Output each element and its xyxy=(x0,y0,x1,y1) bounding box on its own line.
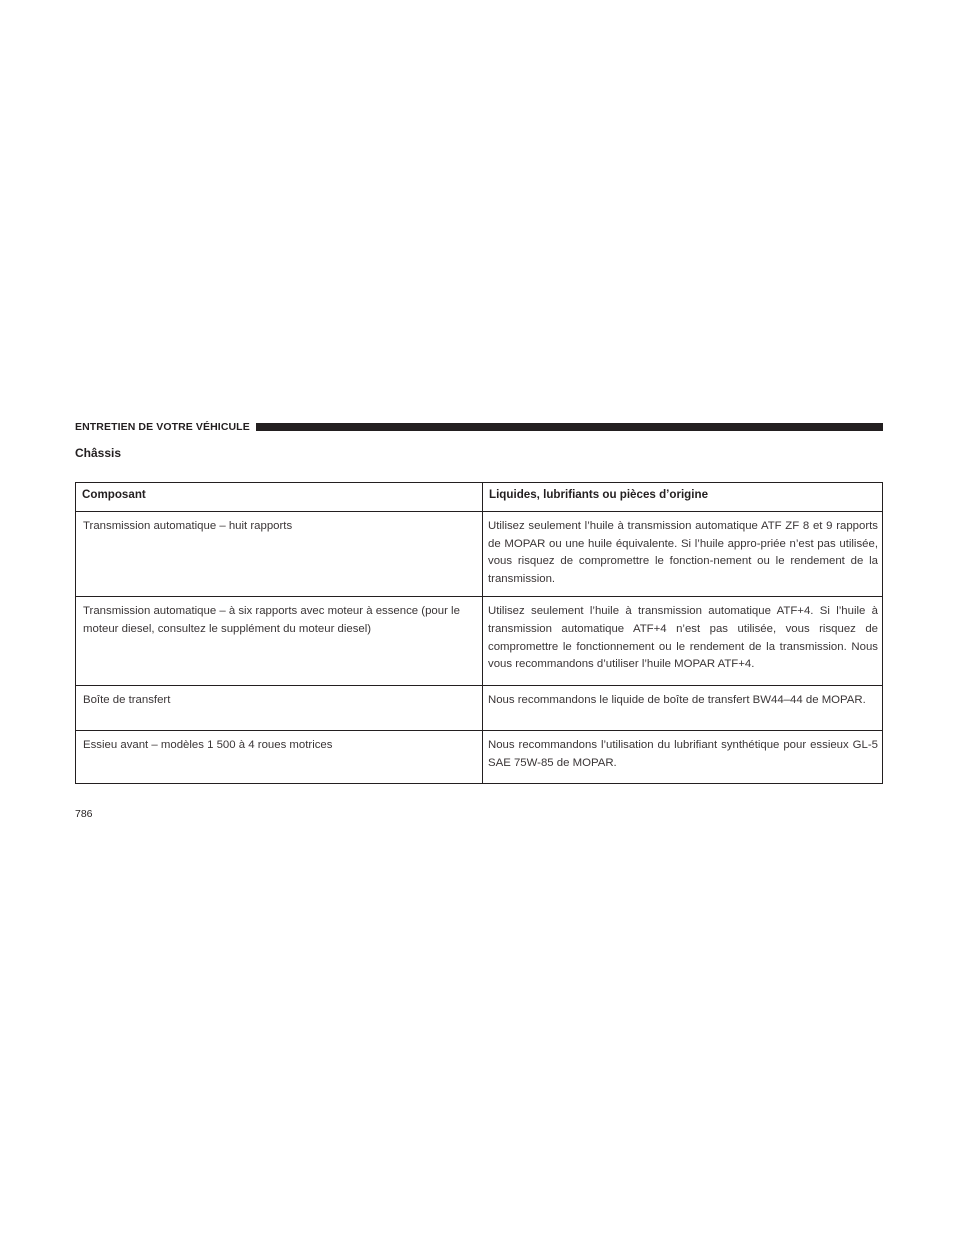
cell-fluid: Utilisez seulement l’huile à transmission automatique ATF ZF 8 et 9 rapports de MOPAR ou une huile équivalente. Si l’huile appro-priée n’est pas utilisée, vous risquez de compromettre le fonction-nement ou le rendement de la transmission. xyxy=(483,512,883,597)
cell-component: Transmission automatique – huit rapports xyxy=(76,512,483,597)
table-row xyxy=(76,512,883,597)
table-row xyxy=(76,686,883,731)
cell-component: Transmission automatique – à six rapports avec moteur à essence (pour le moteur diesel, consultez le supplément du moteur diesel) xyxy=(76,597,483,686)
column-header-component: Composant xyxy=(76,483,483,512)
table-row xyxy=(76,597,883,686)
cell-component: Essieu avant – modèles 1 500 à 4 roues motrices xyxy=(76,731,483,784)
table-row xyxy=(76,731,883,784)
cell-fluid: Nous recommandons le liquide de boîte de transfert BW44–44 de MOPAR. xyxy=(483,686,883,731)
section-title: Châssis xyxy=(75,446,122,460)
page-number: 786 xyxy=(75,808,93,820)
cell-fluid: Utilisez seulement l’huile à transmission automatique ATF+4. Si l’huile à transmission automatique ATF+4 n’est pas utilisée, vous risquez de compromettre le fonctionnement ou le rendement de la transmission. Nous vous recommandons d’utiliser l’huile MOPAR ATF+4. xyxy=(483,597,883,686)
cell-component: Boîte de transfert xyxy=(76,686,483,731)
chapter-title: ENTRETIEN DE VOTRE VÉHICULE xyxy=(75,421,250,433)
running-header xyxy=(75,420,883,434)
fluids-table xyxy=(75,482,883,784)
column-header-fluid: Liquides, lubrifiants ou pièces d’origine xyxy=(483,483,883,512)
cell-fluid: Nous recommandons l’utilisation du lubrifiant synthétique pour essieux GL-5 SAE 75W-85 de MOPAR. xyxy=(483,731,883,784)
header-rule xyxy=(256,423,883,431)
table-header-row xyxy=(76,483,883,512)
